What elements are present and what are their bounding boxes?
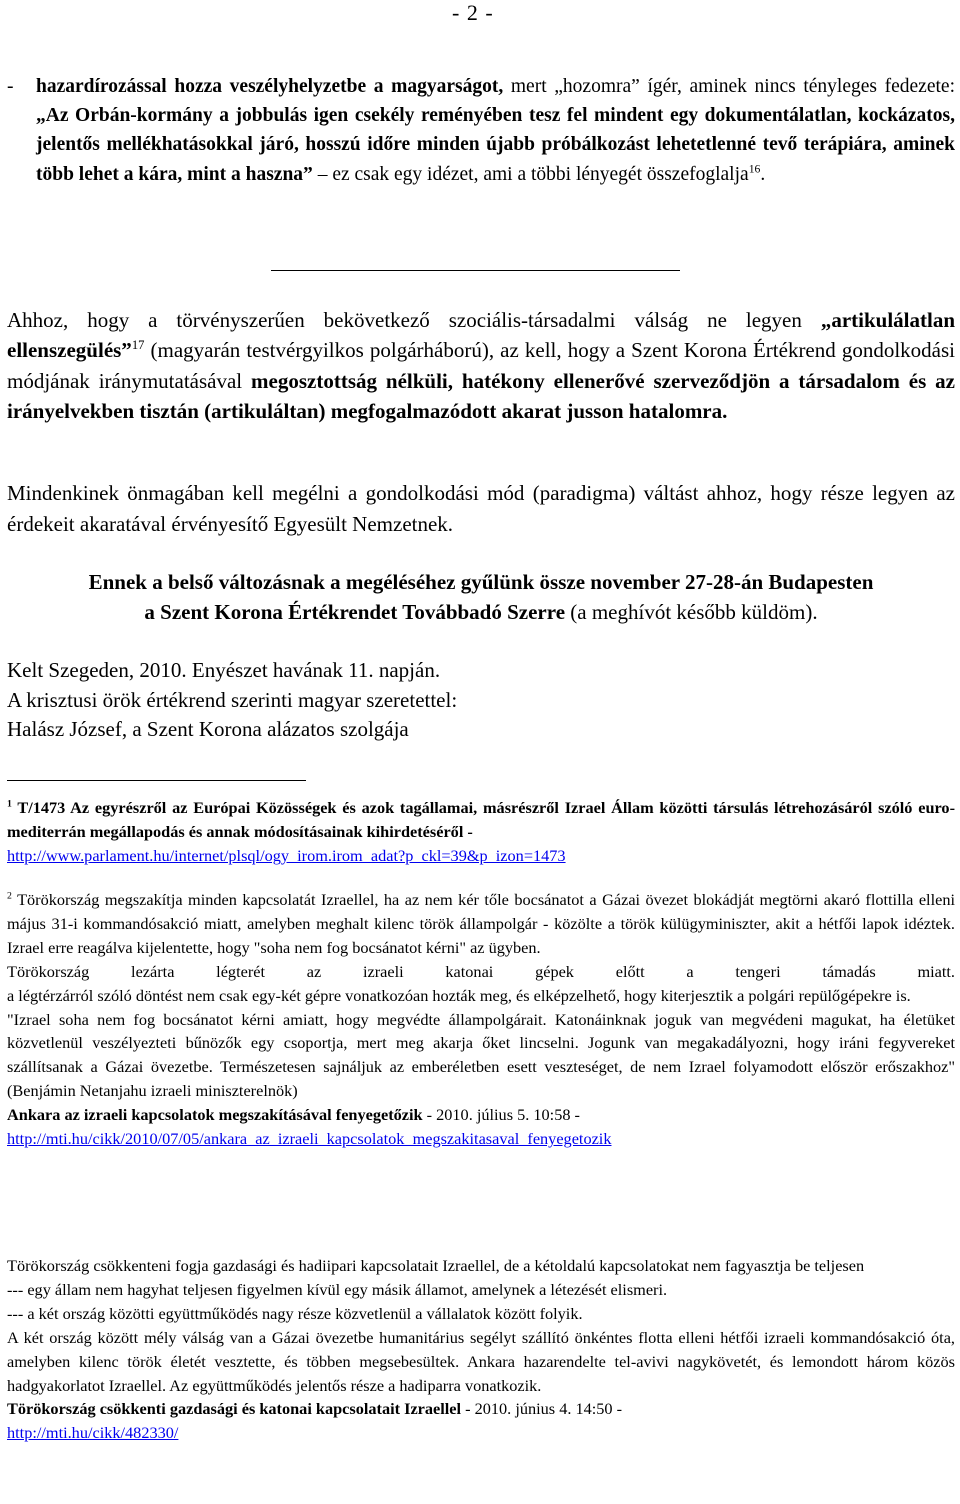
footnote-1-number: 1	[7, 798, 12, 810]
footnote-3-source-title: Törökország csökkenti gazdasági és katonai kapcsolatait Izraellel	[7, 1399, 462, 1419]
footnote-2-para-3: a légtérzárról szóló döntést nem csak egy-két gépre vonatkozóan hozták meg, és elképzelhető, hogy kiterjesztik a polgári repülőgépekre is.	[7, 985, 911, 1005]
footnote-3	[7, 1254, 955, 1445]
footnote-3-source	[7, 1397, 955, 1421]
paragraph-1-bold-tail: megosztottság nélküli, hatékony ellenerővé szerveződjön a társadalom és az irányelvekben tisztán (artikuláltan) megfogalmazódott akarat jusson hatalomra.	[7, 368, 955, 424]
paragraph-1-bold-phrase: „artikulálatlan ellenszegülés”	[7, 308, 955, 363]
footnote-2-para-2: Törökország lezárta légterét az izraeli katonai gépek előtt a tengeri támadás miatt.	[7, 961, 955, 981]
footnote-3-para-1: Törökország csökkenteni fogja gazdasági és hadiipari kapcsolatait Izraellel, de a kétoldalú kapcsolatokat nem fagyasztja be teljesen	[7, 1256, 865, 1275]
section-separator	[271, 270, 680, 271]
footnote-3-link[interactable]: http://mti.hu/cikk/482330/	[7, 1423, 179, 1443]
footnote-2-link-line	[7, 1127, 955, 1151]
footnote-2-number: 2	[7, 890, 12, 902]
footnote-2-source	[7, 1103, 955, 1127]
paragraph-2: Mindenkinek önmagában kell megélni a gondolkodási mód (paradigma) váltást ahhoz, hogy része legyen az érdekeit akaratával érvényesítő Egyesült Nemzetnek.	[7, 481, 955, 536]
paragraph-1-text: Ahhoz, hogy a törvényszerűen bekövetkező szociális-társadalmi válság ne legyen	[7, 308, 821, 332]
footnote-2-para-4: "Izrael soha nem fog bocsánatot kérni amiatt, hogy megvédte állampolgárait. Katonáinknak joguk van megvédeni magukat, ha életüket közvetlenül veszélyezteti bűnözők egy csoportja, mert meg akarja őket lincselni. Jogunk van megakadályozni, hogy iráni fegyvereket szállítsanak a Gázai övezetbe. Természetesen sajnáljuk az emberéletben esett veszteséget, de nem Izrael folyamodott először erőszakhoz" (Benjámin Netanjahu izraeli miniszterelnök)	[7, 1009, 955, 1101]
announcement-note: (a meghívót később küldöm).	[565, 600, 818, 624]
footnote-1-link[interactable]: http://www.parlament.hu/internet/plsql/ogy_irom.irom_adat?p_ckl=39&p_izon=1473	[7, 845, 566, 865]
footnote-separator	[7, 780, 306, 781]
footnote-1-title: T/1473 Az egyrészről az Európai Közösségek és azok tagállamai, másrészről Izrael Állam közötti társulás létrehozásáról szóló euro-mediterrán megállapodás és annak módosításainak kihirdetéséről -	[7, 798, 955, 841]
footnote-2-source-title: Ankara az izraeli kapcsolatok megszakításával fenyegetőzik	[7, 1105, 423, 1125]
bullet-dash: -	[7, 76, 14, 97]
bullet-text-mid: mert „hozomra” ígér, aminek nincs tényleges fedezete:	[503, 76, 955, 97]
footnote-3-source-date: - 2010. június 4. 14:50 -	[461, 1399, 623, 1419]
footnote-1-text	[7, 798, 955, 841]
footnote-3-link-line	[7, 1421, 955, 1445]
bullet-paragraph	[7, 72, 955, 189]
announcement-line-2	[7, 597, 955, 627]
footnote-2	[7, 888, 955, 1151]
closing-greeting: A krisztusi örök értékrend szerinti magyar szeretettel:	[7, 687, 458, 712]
paragraph-1-text-2: (magyarán testvérgyilkos polgárháború), az kell, hogy a Szent Korona Értékrend gondolkodási módjának iránymutatásával	[7, 338, 955, 393]
footnote-2-text-1: Törökország megszakítja minden kapcsolatát Izraellel, ha az nem kér tőle bocsánatot a Gázai övezet blokádját megtörni akaró flottilla elleni május 31-i kommandósakció miatt, amelyben meghalt kilenc török állampolgár - közölte a török külügyminiszter, akit a hétfői lapok idéztek. Izrael erre reagálva kijelentette, hogy "soha nem fog bocsánatot kérni" az ügyben.	[7, 890, 955, 957]
footnote-2-para-1	[7, 888, 955, 960]
closing-signature	[7, 656, 955, 745]
paragraph-1	[7, 305, 955, 427]
footnote-ref-17[interactable]: 17	[131, 338, 145, 353]
footnote-2-link[interactable]: http://mti.hu/cikk/2010/07/05/ankara_az_izraeli_kapcsolatok_megszakitasaval_fenyegetozik	[7, 1129, 612, 1149]
page-number: - 2 -	[452, 0, 494, 25]
closing-date: Kelt Szegeden, 2010. Enyészet havának 11. napján.	[7, 658, 441, 682]
closing-signature-name: Halász József, a Szent Korona alázatos szolgája	[7, 717, 409, 741]
paragraph-3-announcement	[7, 567, 955, 627]
footnote-1	[7, 796, 955, 868]
announcement-event-name: a Szent Korona Értékrendet Továbbadó Szerre	[144, 600, 566, 624]
bullet-quote: „Az Orbán-kormány a jobbulás igen csekély reményében tesz fel mindent egy dokumentálatlan, kockázatos, jelentős mellékhatásokkal járó, hosszú időre minden újabb próbálkozást lehetetlenné tevő terápiára, aminek több lehet a kára, mint a haszna”	[36, 105, 955, 185]
footnote-3-para-4: A két ország között mély válság van a Gázai övezetbe humanitárius segélyt szállító önkéntes flotta elleni hétfői izraeli kommandósakció óta, amelyben kilenc török életét vesztette, és többen megsebesültek. Ankara hazarendelte tel-avivi nagykövetét, és lemondott három közös hadgyakorlatot Izraellel. Az együttműködés jelentős része a hadiparra vonatkozik.	[7, 1327, 955, 1395]
footnote-3-para-3: --- a két ország közötti együttműködés nagy része közvetlenül a vállalatok között folyik.	[7, 1303, 583, 1323]
announcement-line-1: Ennek a belső változásnak a megéléséhez gyűlünk össze november 27-28-án Budapesten	[88, 570, 874, 594]
footnote-3-para-2: --- egy állam nem hagyhat teljesen figyelmen kívül egy másik államot, amelynek a létezését elismeri.	[7, 1279, 668, 1299]
bullet-text-tail: – ez csak egy idézet, ami a többi lényegét összefoglalja	[312, 163, 749, 185]
bullet-end: .	[760, 163, 766, 185]
footnote-ref-16[interactable]: 16	[748, 162, 761, 176]
footnote-1-link-line	[7, 844, 955, 868]
footnote-2-source-date: - 2010. július 5. 10:58 -	[422, 1105, 580, 1125]
bullet-bold-lead: hazardírozással hozza veszélyhelyzetbe a magyarságot,	[36, 76, 504, 97]
bullet-text	[36, 72, 955, 189]
